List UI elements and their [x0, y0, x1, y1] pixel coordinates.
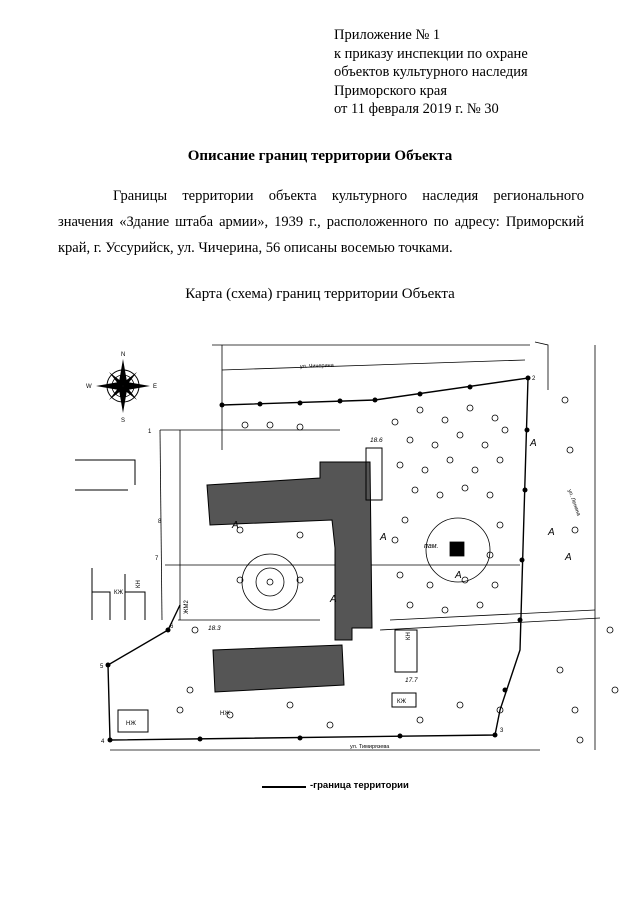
legend-line — [262, 786, 306, 788]
street-label-right: ул. Ленина — [566, 488, 582, 517]
point-5: 5 — [100, 664, 104, 670]
document-title: Описание границ территории Объекта — [187, 148, 453, 164]
appendix-line-3: объектов культурного наследия — [334, 64, 528, 80]
territory-map — [0, 330, 640, 770]
description-paragraph: Границы территории объекта культурного наследия регионального значения «Здание штаба армии», 1939 г., расположенного по адресу: Приморский край, г. Уссурийск, ул. Чичерина, 56 описаны восемью точками. — [58, 188, 584, 256]
main-building — [207, 462, 372, 692]
zone-label-4: А — [530, 438, 537, 449]
appendix-line-4: Приморского края — [334, 82, 448, 99]
appendix-line-5: от 11 февраля 2019 г. № 30 — [334, 101, 499, 117]
monument-label: пам. — [424, 543, 439, 550]
zone-label-3: А — [380, 532, 387, 543]
compass-n: N — [121, 352, 126, 358]
left-buildings — [75, 460, 148, 732]
label-kn-left: КН — [136, 580, 142, 588]
label-kzh-left: КЖ — [114, 590, 124, 596]
point-7: 7 — [155, 556, 159, 562]
appendix-header — [334, 26, 528, 119]
appendix-line-1: Приложение № 1 — [334, 27, 441, 43]
point-3: 3 — [500, 728, 504, 734]
label-nzh-left: НЖ — [126, 721, 136, 727]
street-label-bottom: ул. Тимирязева — [350, 744, 390, 750]
label-nzh-bottom: НЖ — [220, 711, 230, 717]
compass-w: W — [86, 384, 92, 390]
map-title: Карта (схема) границ территории Объекта — [185, 286, 455, 302]
point-1: 1 — [148, 429, 152, 435]
compass-s: S — [121, 418, 126, 424]
boundary-points — [106, 376, 531, 743]
label-kn-right: КН — [406, 632, 412, 640]
elevation-1: 18.6 — [370, 437, 383, 444]
label-kzh-bottom: КЖ — [397, 699, 407, 705]
point-8: 8 — [158, 519, 162, 525]
zone-label-7: А — [455, 570, 462, 581]
compass-e: E — [153, 384, 158, 390]
point-6: 6 — [170, 624, 174, 630]
zone-label-5: А — [548, 527, 555, 538]
zone-label-6: А — [565, 552, 572, 563]
legend-label: -граница территории — [310, 780, 409, 791]
point-2: 2 — [532, 376, 536, 382]
street-label-top: ул. Чичерина — [299, 362, 334, 370]
elevation-3: 17.7 — [405, 677, 418, 684]
appendix-line-2: к приказу инспекции по охране — [334, 45, 528, 62]
compass-rose-icon — [86, 352, 157, 424]
legend — [262, 780, 409, 791]
elevation-2: 18.3 — [208, 625, 221, 632]
label-zhm2: ЖМ2 — [184, 600, 190, 614]
building-annex — [366, 448, 417, 707]
circular-flowerbed — [242, 554, 298, 610]
point-4: 4 — [101, 739, 105, 745]
zone-label-2: А — [330, 594, 337, 605]
trees — [177, 397, 618, 743]
zone-label-1: А — [232, 520, 239, 531]
